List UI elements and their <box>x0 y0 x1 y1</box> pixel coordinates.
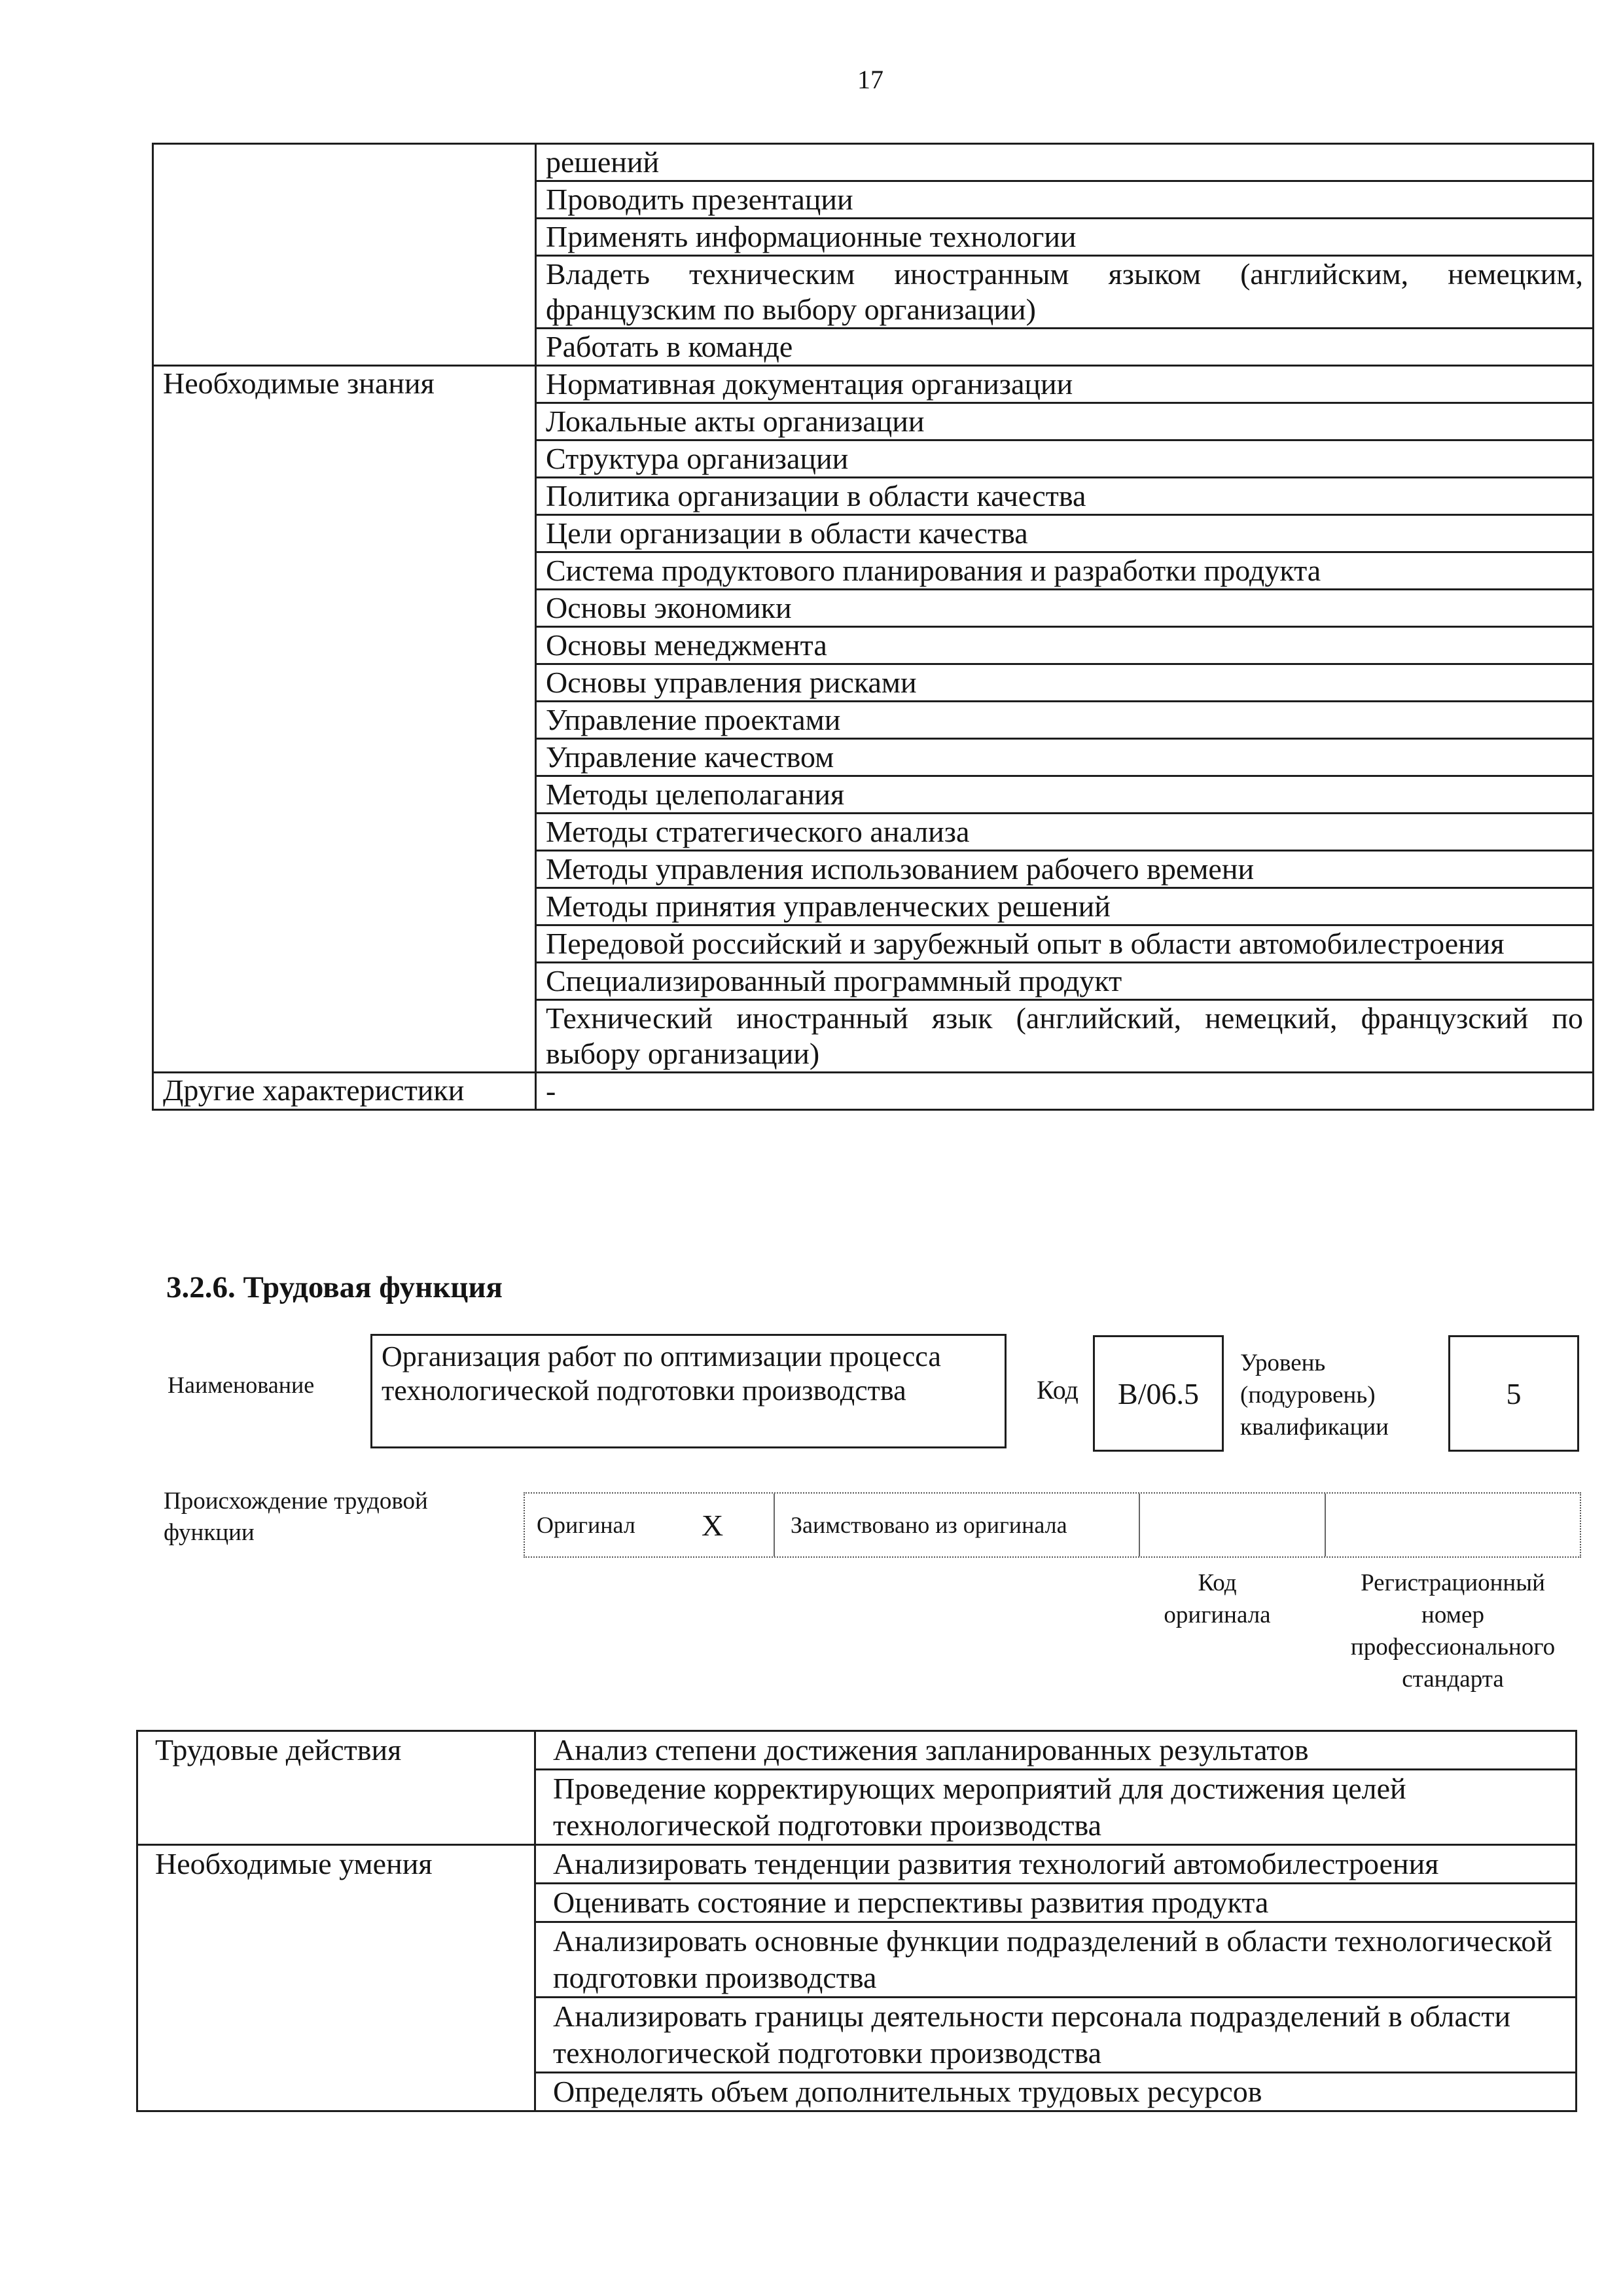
table-item: Нормативная документация организации <box>536 366 1594 403</box>
caption-line: номер <box>1421 1602 1484 1628</box>
table-label-required-knowledge: Необходимые знания <box>153 366 536 1073</box>
table-item: Применять информационные технологии <box>536 219 1594 256</box>
table-item: Определять объем дополнительных трудовых ресурсов <box>535 2073 1577 2111</box>
table-item: Методы стратегического анализа <box>536 814 1594 851</box>
table-item: Цели организации в области качества <box>536 515 1594 552</box>
table-item: Анализировать тенденции развития технологий автомобилестроения <box>535 1845 1577 1884</box>
caption-line: Регистрационный <box>1361 1570 1545 1596</box>
table-item: Управление качеством <box>536 739 1594 776</box>
knowledge-skills-table <box>152 143 1594 1111</box>
table-item: Система продуктового планирования и разработки продукта <box>536 552 1594 590</box>
caption-line: стандарта <box>1402 1666 1504 1693</box>
qualification-level-label <box>1240 1347 1389 1443</box>
code-label: Код <box>1037 1375 1079 1405</box>
caption-line: Код <box>1198 1570 1237 1596</box>
origin-label-line: функции <box>164 1519 255 1546</box>
table-item: Основы экономики <box>536 590 1594 627</box>
table-item: Анализ степени достижения запланированных результатов <box>535 1731 1577 1770</box>
labor-actions-table <box>136 1730 1577 2112</box>
table-item: Структура организации <box>536 440 1594 478</box>
table-item: Оценивать состояние и перспективы развития продукта <box>535 1884 1577 1922</box>
level-value-box <box>1448 1335 1579 1452</box>
table-item: Методы управления использованием рабочего времени <box>536 851 1594 888</box>
table-label-other-characteristics: Другие характеристики <box>153 1073 536 1110</box>
table-item: Анализировать основные функции подразделений в области технологической подготовки производства <box>535 1922 1577 1998</box>
origin-label <box>164 1486 428 1549</box>
table-label-cell <box>153 144 536 366</box>
table-item: Проведение корректирующих мероприятий для достижения целей технологической подготовки производства <box>535 1770 1577 1845</box>
table-item: - <box>536 1073 1594 1110</box>
origin-original: Оригинал <box>537 1512 635 1538</box>
table-item: Основы управления рисками <box>536 664 1594 702</box>
table-item: решений <box>536 144 1594 181</box>
table-label-labor-actions: Трудовые действия <box>137 1731 535 1845</box>
function-name-box: Организация работ по оптимизации процесса технологической подготовки производства <box>370 1334 1007 1448</box>
table-item: Технический иностранный язык (английский, немецкий, французский по выбору организации) <box>536 1000 1594 1073</box>
origin-label-line: Происхождение трудовой <box>164 1488 428 1515</box>
table-item: Локальные акты организации <box>536 403 1594 440</box>
caption-original-code <box>1119 1567 1315 1631</box>
table-item: Владеть техническим иностранным языком (английским, немецким, французским по выбору организации) <box>536 256 1594 329</box>
table-item: Передовой российский и зарубежный опыт в области автомобилестроения <box>536 925 1594 963</box>
table-item: Методы целеполагания <box>536 776 1594 814</box>
name-label: Наименование <box>168 1372 315 1398</box>
code-value: B/06.5 <box>1118 1376 1199 1410</box>
page-number: 17 <box>857 65 883 94</box>
caption-registration-number <box>1312 1567 1594 1695</box>
code-value-box <box>1093 1335 1224 1452</box>
origin-code-cell <box>1140 1494 1326 1556</box>
table-item: Анализировать границы деятельности персонала подразделений в области технологической подготовки производства <box>535 1998 1577 2073</box>
table-item: Работать в команде <box>536 329 1594 366</box>
origin-original-mark: X <box>702 1508 724 1542</box>
level-label-line: квалификации <box>1240 1414 1389 1441</box>
level-label-line: Уровень <box>1240 1350 1326 1376</box>
table-item: Методы принятия управленческих решений <box>536 888 1594 925</box>
table-item: Управление проектами <box>536 702 1594 739</box>
origin-borrowed: Заимствовано из оригинала <box>774 1494 1140 1556</box>
caption-line: оригинала <box>1164 1602 1271 1628</box>
table-item: Основы менеджмента <box>536 627 1594 664</box>
table-item: Политика организации в области качества <box>536 478 1594 515</box>
table-label-required-skills: Необходимые умения <box>137 1845 535 2111</box>
section-heading: 3.2.6. Трудовая функция <box>166 1270 503 1304</box>
caption-line: профессионального <box>1350 1634 1556 1660</box>
table-item: Проводить презентации <box>536 181 1594 219</box>
table-item: Специализированный программный продукт <box>536 963 1594 1000</box>
level-label-line: (подуровень) <box>1240 1382 1376 1408</box>
origin-row <box>524 1492 1581 1558</box>
level-value: 5 <box>1506 1376 1522 1410</box>
